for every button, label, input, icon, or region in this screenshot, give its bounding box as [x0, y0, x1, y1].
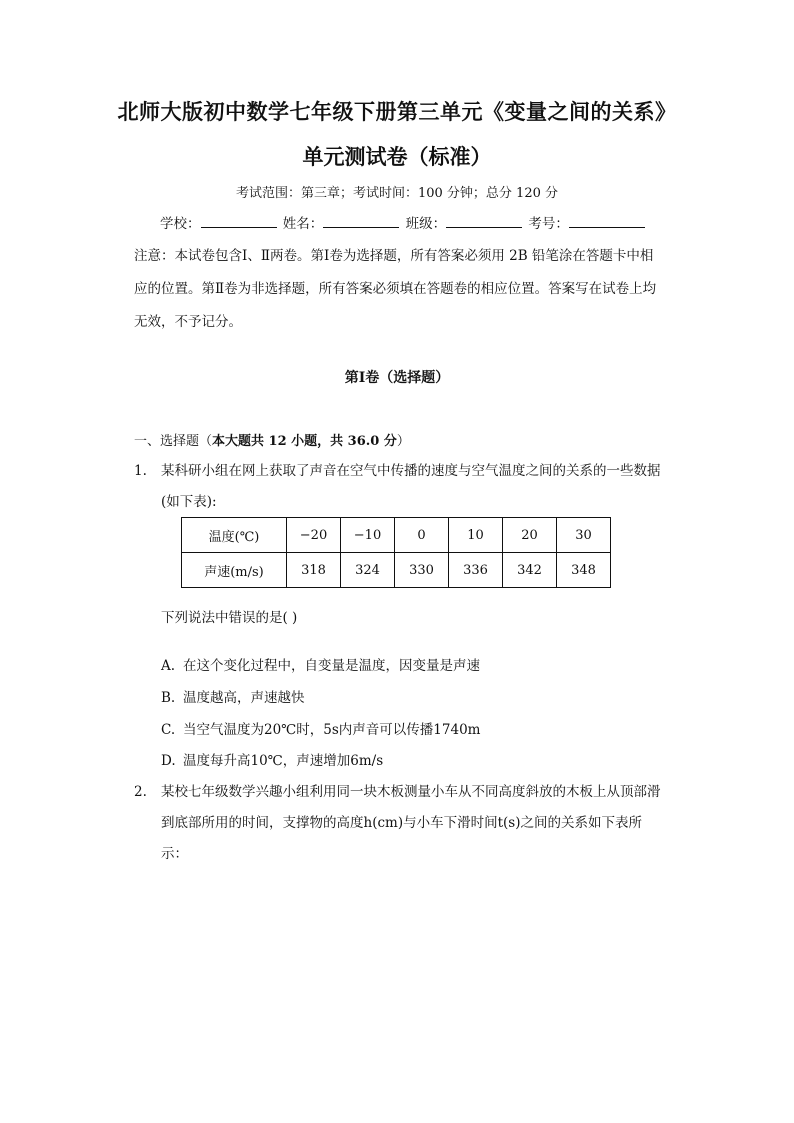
exam-title-line1: 北师大版初中数学七年级下册第三单元《变量之间的关系》 [117, 99, 677, 124]
class-blank [446, 215, 522, 228]
school-label: 学校： [160, 216, 201, 232]
question-1 [134, 456, 664, 518]
option-text: 温度越高，声速越快 [183, 690, 305, 706]
option-text: 在这个变化过程中，自变量是温度，因变量是声速 [183, 658, 480, 674]
question-1-text: 某科研小组在网上获取了声音在空气中传播的速度与空气温度之间的关系的一些数据(如下表): [161, 463, 661, 510]
table-cell: 318 [287, 553, 341, 588]
table-header-cell: 声速(m/s) [182, 553, 287, 588]
option-d [161, 749, 383, 769]
exam-info: 考试范围：第三章；考试时间：100 分钟；总分 120 分 [235, 186, 559, 201]
table-cell: 348 [557, 553, 611, 588]
section-heading-detail: 本大题共 12 小题，共 36.0 分 [212, 434, 397, 449]
question-1-ask: 下列说法中错误的是( ) [161, 610, 298, 626]
table-cell: 30 [557, 518, 611, 553]
question-2-text: 某校七年级数学兴趣小组利用同一块木板测量小车从不同高度斜放的木板上从顶部滑到底部所用的时间，支撑物的高度h(cm)与小车下滑时间t(s)之间的关系如下表所示： [161, 784, 661, 862]
option-text: 温度每升高10℃，声速增加6m/s [183, 753, 384, 769]
table-cell: −10 [341, 518, 395, 553]
table-cell: 0 [395, 518, 449, 553]
school-blank [201, 215, 277, 228]
option-a [161, 654, 480, 674]
exam-title-line2: 单元测试卷（标准） [302, 144, 492, 169]
number-label: 考号： [528, 216, 569, 232]
option-text: 当空气温度为20℃时，5s内声音可以传播1740m [183, 722, 481, 738]
table-cell: 336 [449, 553, 503, 588]
question-2-number: 2. [134, 784, 147, 800]
option-letter: B. [161, 690, 176, 706]
table-cell: 10 [449, 518, 503, 553]
name-blank [323, 215, 399, 228]
question-2 [134, 777, 664, 870]
section-heading-prefix: 一、选择题（ [134, 434, 213, 449]
table-header-cell: 温度(℃) [182, 518, 287, 553]
name-label: 姓名： [282, 216, 324, 232]
exam-notice: 注意：本试卷包含Ⅰ、Ⅱ两卷。第Ⅰ卷为选择题，所有答案必须用 2B 铅笔涂在答题卡中相应的位置。第Ⅱ卷为非选择题，所有答案必须填在答题卷的相应位置。答案写在试卷上均无效，不予记分。 [134, 248, 657, 330]
option-c [161, 718, 480, 738]
table-cell: 324 [341, 553, 395, 588]
temperature-speed-table [181, 517, 611, 588]
option-letter: A. [161, 658, 176, 674]
table-row [182, 518, 611, 553]
table-cell: 342 [503, 553, 557, 588]
table-cell: 330 [395, 553, 449, 588]
student-info-line [160, 212, 647, 232]
table-row [182, 553, 611, 588]
class-label: 班级： [405, 216, 447, 232]
section-heading [134, 430, 410, 449]
option-letter: C. [161, 722, 176, 738]
number-blank [569, 215, 645, 228]
table-cell: 20 [503, 518, 557, 553]
option-b [161, 686, 305, 706]
table-cell: −20 [287, 518, 341, 553]
question-1-number: 1. [134, 463, 147, 479]
section-title: 第Ⅰ卷（选择题） [344, 370, 450, 386]
section-heading-suffix: ） [396, 434, 410, 449]
option-letter: D. [161, 753, 176, 769]
